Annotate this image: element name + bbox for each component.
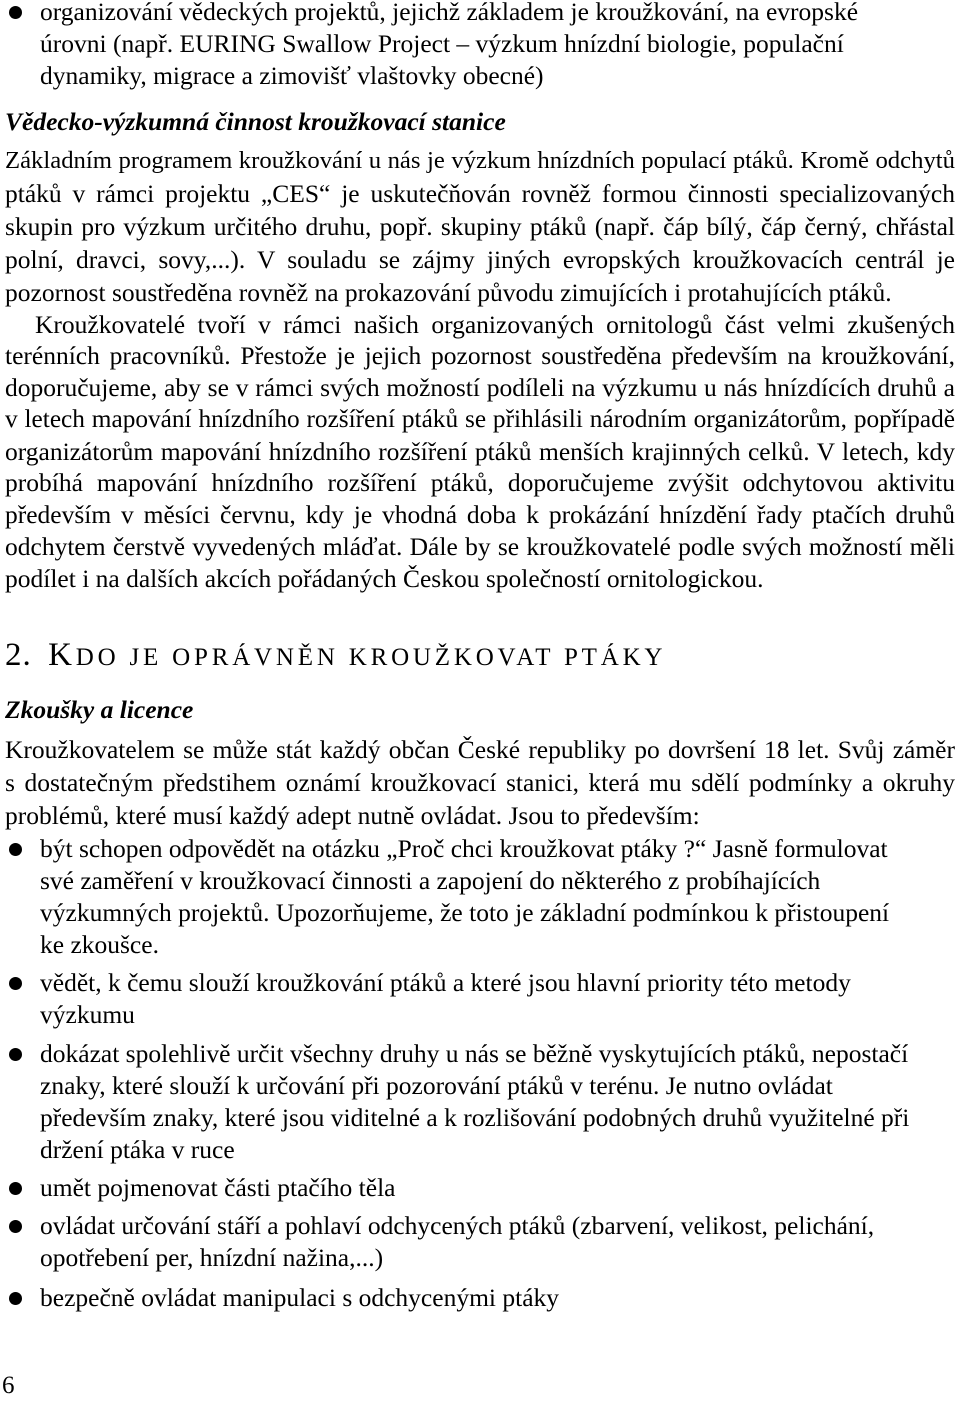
text-line: problémů, které musí každý adept nutně ovládat. Jsou to především:: [5, 800, 700, 830]
text-line: Základním programem kroužkování u nás je výzkum hnízdních populací ptáků. Kromě odchytů: [5, 146, 955, 174]
section-heading: [5, 635, 955, 675]
subheading-research-station: Vědecko-výzkumná činnost kroužkovací stanice: [5, 107, 506, 136]
text-line: především znaky, které jsou viditelné a k rozlišování podobných druhů využitelné při: [40, 1103, 910, 1133]
text-line: být schopen odpovědět na otázku „Proč chci kroužkovat ptáky ?“ Jasně formulovat: [40, 834, 888, 864]
document-page: [5, 0, 955, 1314]
requirement-item: [5, 833, 955, 961]
bullet-icon: [9, 977, 22, 990]
text-line: dokázat spolehlivě určit všechny druhy u nás se běžně vyskytujících ptáků, nepostačí: [40, 1039, 909, 1069]
text-line: doporučujeme, aby se v rámci svých možností podíleli na výzkumu u nás hnízdících druhů a: [5, 373, 955, 402]
text-line: znaky, které slouží k určování při pozorování ptáků v terénu. Je nutno ovládat: [40, 1071, 833, 1101]
section-number: 2.: [5, 637, 32, 674]
text-line: opotřebení per, hnízdní nažina,...): [40, 1243, 384, 1273]
text-line: držení ptáka v ruce: [40, 1135, 235, 1165]
bullet-icon: [9, 1220, 22, 1233]
requirement-item: [5, 1038, 955, 1166]
paragraph-exams: [5, 733, 955, 832]
requirement-item: [5, 1282, 955, 1314]
text-line: úrovni (např. EURING Swallow Project – výzkum hnízdní biologie, populační: [40, 29, 844, 58]
text-line: své zaměření v kroužkovací činnosti a zapojení do některého z probíhajících: [40, 866, 821, 896]
bullet-icon: [9, 1182, 22, 1195]
text-line: skupin pro výzkum určitého druhu, popř. skupiny ptáků (např. čáp bílý, čáp černý, chřástal: [5, 211, 955, 241]
text-line: především v měsíci červnu, kdy je vhodná doba k prokázání hnízdění řady ptačích druhů: [5, 500, 955, 529]
bullet-icon: [9, 1292, 22, 1305]
requirement-item: [5, 1210, 955, 1274]
text-line: v letech mapování hnízdního rozšíření ptáků se přihlásili národním organizátorům, popřípadě: [5, 404, 955, 433]
text-line: podílet i na dalších akcích pořádaných Českou společností ornitologickou.: [5, 563, 764, 593]
text-line: ovládat určování stáří a pohlaví odchycených ptáků (zbarvení, velikost, pelichání,: [40, 1211, 875, 1241]
paragraph-ringing-program: [5, 144, 955, 309]
text-line: dynamiky, migrace a zimovišť vlaštovky obecné): [40, 61, 544, 90]
text-line: organizování vědeckých projektů, jejichž základem je kroužkování, na evropské: [40, 0, 859, 26]
text-line: ke zkoušce.: [40, 930, 159, 960]
text-line: pozornost soustředěna rovněž na prokazování původu zimujících i protahujících ptáků.: [5, 277, 892, 307]
bullet-item-euring: [5, 0, 955, 92]
subheading-exams-licences: Zkoušky a licence: [5, 695, 194, 725]
text-line: Kroužkovatelé tvoří v rámci našich organizovaných ornitologů část velmi zkušených: [35, 309, 955, 339]
section-title: KDO JE OPRÁVNĚN KROUŽKOVAT PTÁKY: [48, 637, 667, 674]
text-line: bezpečně ovládat manipulaci s odchycenými ptáky: [40, 1283, 560, 1313]
requirement-item: [5, 967, 955, 1031]
text-line: organizátorům mapování hnízdního rozšíření ptáků menších krajinných celků. V letech, kdy: [5, 436, 955, 466]
text-line: s dostatečným předstihem oznámí kroužkovací stanici, která mu sdělí podmínky a okruhy: [5, 767, 955, 797]
bullet-icon: [9, 6, 22, 19]
requirement-item: [5, 1172, 955, 1204]
text-line: ptáků v rámci projektu „CES“ je uskutečňován rovněž formou činnosti specializovaných: [5, 178, 955, 208]
text-line: vědět, k čemu slouží kroužkování ptáků a které jsou hlavní priority této metody: [40, 968, 851, 998]
bullet-icon: [9, 1048, 22, 1061]
text-line: umět pojmenovat části ptačího těla: [40, 1173, 396, 1203]
bullet-icon: [9, 843, 22, 856]
text-line: výzkumných projektů. Upozorňujeme, že toto je základní podmínkou k přistoupení: [40, 898, 890, 928]
text-line: výzkumu: [40, 1000, 135, 1030]
text-line: polní, dravci, sovy,...). V souladu se zájmy jiných evropských kroužkovacích centrál je: [5, 244, 955, 274]
text-line: odchytem čerstvě vyvedených mláďat. Dále by se kroužkovatelé podle svých možností měli: [5, 531, 955, 561]
text-line: Kroužkovatelem se může stát každý občan České republiky po dovršení 18 let. Svůj záměr: [5, 734, 955, 764]
paragraph-ringers-role: [5, 309, 955, 595]
text-line: probíhá mapování hnízdního rozšíření ptáků, doporučujeme zvýšit odchytovou aktivitu: [5, 468, 955, 498]
page-number: 6: [2, 1372, 15, 1399]
text-line: terénních pracovníků. Přestože je jejich pozornost soustředěna především na kroužkování,: [5, 341, 955, 371]
